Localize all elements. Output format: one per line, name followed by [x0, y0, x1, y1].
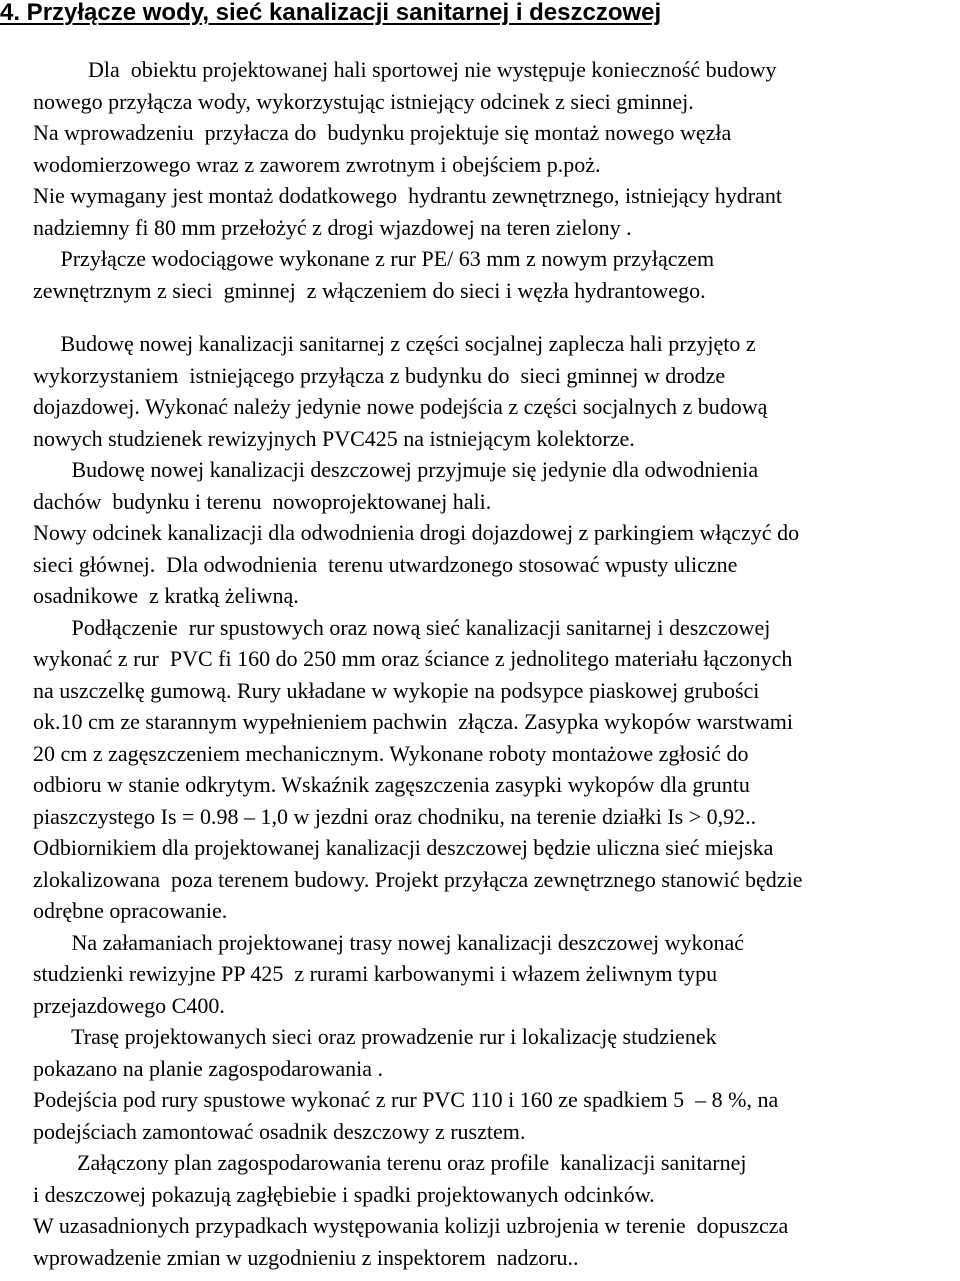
text-line: zlokalizowana poza terenem budowy. Projekt przyłącza zewnętrznego stanowić będzie [33, 866, 803, 892]
sewage-section [33, 328, 958, 1273]
text-line: Trasę projektowanych sieci oraz prowadzenie rur i lokalizację studzienek [33, 1024, 717, 1049]
text-line: Na załamaniach projektowanej trasy nowej kanalizacji deszczowej wykonać [33, 929, 745, 955]
text-line: odbioru w stanie odkrytym. Wskaźnik zagęszczenia zasypki wykopów dla gruntu [33, 772, 750, 797]
section-heading: 4. Przyłącze wody, sieć kanalizacji sanitarnej i deszczowej [0, 0, 662, 26]
text-line: 20 cm z zagęszczeniem mechanicznym. Wykonane roboty montażowe zgłosić do [33, 740, 749, 766]
text-line: dachów budynku i terenu nowoprojektowanej hali. [33, 488, 492, 514]
text-line: nowego przyłącza wody, wykorzystując istniejący odcinek z sieci gminnej. [33, 88, 694, 114]
text-line: osadnikowe z kratką żeliwną. [33, 583, 299, 608]
text-line: ok.10 cm ze starannym wypełnieniem pachwin złącza. Zasypka wykopów warstwami [33, 709, 793, 734]
text-line: podejściach zamontować osadnik deszczowy z rusztem. [33, 1118, 526, 1144]
paragraph-gap [33, 306, 958, 328]
text-line: przejazdowego C400. [33, 992, 225, 1018]
text-line: i deszczowej pokazują zagłębiebie i spadki projektowanych odcinków. [33, 1181, 655, 1207]
text-line: dojazdowej. Wykonać należy jedynie nowe podejścia z części socjalnych z budową [33, 394, 768, 419]
text-line: Nowy odcinek kanalizacji dla odwodnienia drogi dojazdowej z parkingiem włączyć do [33, 520, 800, 545]
text-line: wodomierzowego wraz z zaworem zwrotnym i obejściem p.poż. [33, 151, 601, 177]
text-line: wykorzystaniem istniejącego przyłącza z budynku do sieci gminnej w drodze [33, 362, 726, 388]
text-line: Na wprowadzeniu przyłacza do budynku projektuje się montaż nowego węzła [33, 120, 732, 145]
text-line: Dla obiektu projektowanej hali sportowej nie występuje konieczność budowy [33, 57, 777, 82]
text-line: Odbiornikiem dla projektowanej kanalizacji deszczowej będzie uliczna sieć miejska [33, 835, 774, 860]
text-line: pokazano na planie zagospodarowania . [33, 1055, 384, 1081]
text-line: Podłączenie rur spustowych oraz nową sieć kanalizacji sanitarnej i deszczowej [33, 614, 771, 640]
text-line: studzienki rewizyjne PP 425 z rurami karbowanymi i włazem żeliwnym typu [33, 961, 718, 986]
text-line: zewnętrznym z sieci gminnej z włączeniem do sieci i węzła hydrantowego. [33, 277, 706, 303]
text-line: Budowę nowej kanalizacji deszczowej przyjmuje się jedynie dla odwodnienia [33, 457, 759, 482]
text-line: odrębne opracowanie. [33, 898, 228, 923]
text-line: sieci głównej. Dla odwodnienia terenu utwardzonego stosować wpusty uliczne [33, 551, 738, 577]
text-line: na uszczelkę gumową. Rury układane w wykopie na podsypce piaskowej grubości [33, 677, 760, 703]
text-line: W uzasadnionych przypadkach występowania kolizji uzbrojenia w terenie dopuszcza [33, 1213, 789, 1238]
text-line: nadziemny fi 80 mm przełożyć z drogi wjazdowej na teren zielony . [33, 214, 632, 240]
text-line: Podejścia pod rury spustowe wykonać z rur PVC 110 i 160 ze spadkiem 5 – 8 %, na [33, 1087, 779, 1112]
text-line: piaszczystego Is = 0.98 – 1,0 w jezdni oraz chodniku, na terenie działki Is > 0,92.. [33, 803, 757, 829]
water-connection-section [33, 54, 958, 306]
text-line: Budowę nowej kanalizacji sanitarnej z części socjalnej zaplecza hali przyjęto z [33, 331, 756, 356]
text-line: nowych studzienek rewizyjnych PVC425 na istniejącym kolektorze. [33, 425, 635, 451]
text-line: Przyłącze wodociągowe wykonane z rur PE/ 63 mm z nowym przyłączem [33, 246, 715, 271]
text-line: Nie wymagany jest montaż dodatkowego hydrantu zewnętrznego, istniejący hydrant [33, 183, 782, 208]
text-line: wykonać z rur PVC fi 160 do 250 mm oraz ściance z jednolitego materiału łączonych [33, 646, 793, 671]
document-body [33, 54, 958, 1273]
text-line: wprowadzenie zmian w uzgodnieniu z inspektorem nadzoru.. [33, 1244, 579, 1270]
text-line: Załączony plan zagospodarowania terenu oraz profile kanalizacji sanitarnej [33, 1150, 747, 1175]
